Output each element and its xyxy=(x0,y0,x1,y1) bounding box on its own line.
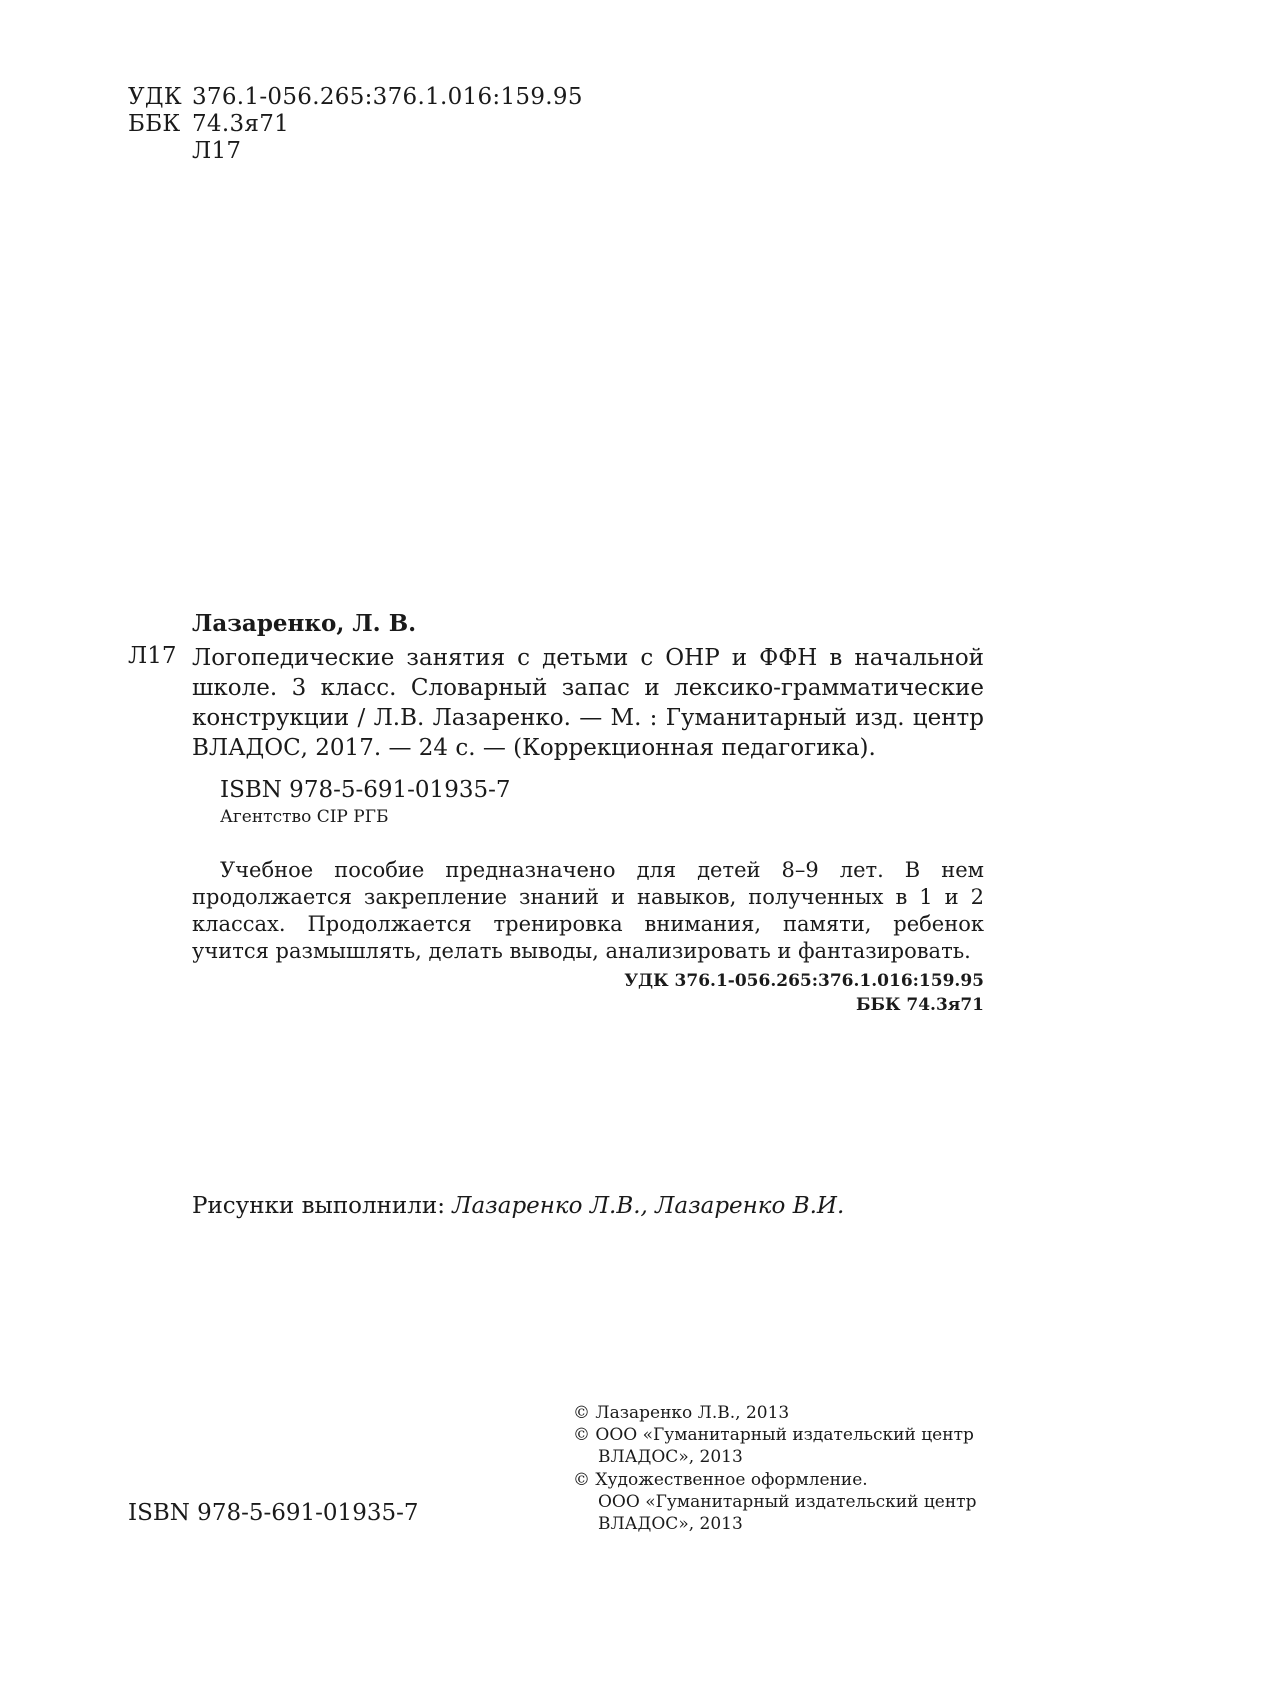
author-heading: Лазаренко, Л. В. xyxy=(192,610,417,637)
copyright-design-publisher-cont: ВЛАДОС», 2013 xyxy=(598,1514,743,1534)
bbk-value: 74.3я71 xyxy=(192,111,290,137)
copyright-design: © Художественное оформление. xyxy=(573,1470,868,1490)
illustrations-names: Лазаренко Л.В., Лазаренко В.И. xyxy=(452,1193,845,1219)
annotation-udk: УДК 376.1-056.265:376.1.016:159.95 xyxy=(624,971,984,991)
record-author-sign: Л17 xyxy=(128,643,177,669)
copyright-publisher-cont: ВЛАДОС», 2013 xyxy=(598,1447,743,1467)
udk-label: УДК xyxy=(128,84,183,110)
bbk-label: ББК xyxy=(128,111,181,137)
annotation: Учебное пособие предназначено для детей 8–9 лет. В нем продолжается закрепление знаний и навыков, полученных в 1 и 2 классах. Продолжается тренировка внимания, памяти, ребенок учится размышлять, делать выводы, анализировать и фантазировать. xyxy=(192,858,984,963)
illustrations-credit xyxy=(192,1192,844,1220)
illustrations-label: Рисунки выполнили: xyxy=(192,1193,445,1219)
copyright-author: © Лазаренко Л.В., 2013 xyxy=(573,1403,790,1423)
author-sign: Л17 xyxy=(192,138,242,164)
annotation-bbk: ББК 74.3я71 xyxy=(855,995,984,1015)
copyright-publisher: © ООО «Гуманитарный издательский центр xyxy=(573,1425,974,1445)
isbn-bottom: ISBN 978-5-691-01935-7 xyxy=(128,1500,419,1526)
copyright-design-publisher: ООО «Гуманитарный издательский центр xyxy=(598,1492,977,1512)
record-body: Логопедические занятия с детьми с ОНР и ФФН в начальной школе. 3 класс. Словарный запас и лексико-грамматические конструкции / Л.В. Лазаренко. — М. : Гуманитарный изд. центр ВЛАДОС, 2017. — 24 с. — (Коррекционная педагогика). xyxy=(192,645,984,761)
udk-value: 376.1-056.265:376.1.016:159.95 xyxy=(192,84,583,110)
record-isbn: ISBN 978-5-691-01935-7 xyxy=(220,777,511,803)
cip-agency: Агентство CIP РГБ xyxy=(220,807,389,827)
